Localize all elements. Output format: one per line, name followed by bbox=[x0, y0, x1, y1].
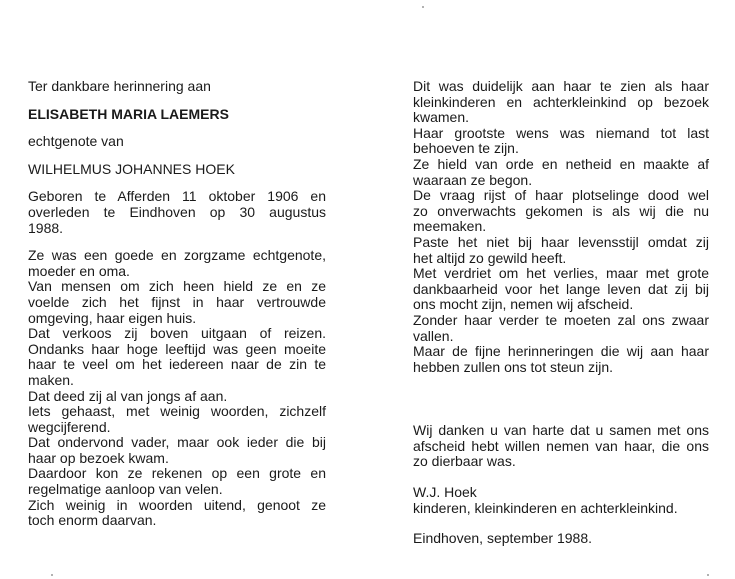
text-line: maken. bbox=[28, 371, 74, 388]
text-line: kwamen. bbox=[413, 109, 470, 126]
text-line: Ze was een goede en zorgzame echtgenote, bbox=[28, 247, 326, 264]
text-line: Ondanks haar hoge leeftijd was geen moeite bbox=[28, 340, 326, 357]
text-line: Wij danken u van harte dat u samen met ons bbox=[413, 422, 709, 439]
text-line: Maar de fijne herinneringen die wij aan haar bbox=[413, 343, 709, 360]
text-line: voelde zich het fijnst in haar vertrouwde bbox=[28, 293, 326, 310]
family-line: kinderen, kleinkinderen en achterkleinkind. bbox=[413, 499, 678, 516]
spouse-name: WILHELMUS JOHANNES HOEK bbox=[28, 160, 235, 177]
text-line: Dat deed zij al van jongs af aan. bbox=[28, 387, 228, 404]
signature-name: W.J. Hoek bbox=[413, 484, 477, 501]
text-line: Zonder haar verder te moeten zal ons zwaar bbox=[413, 311, 709, 328]
text-line: kleinkinderen en achterkleinkind op bezoek bbox=[413, 93, 709, 110]
text-line: het altijd zo gewild heeft. bbox=[413, 249, 567, 266]
tribute-paragraph bbox=[28, 248, 326, 529]
text-line: waaraan ze begon. bbox=[413, 171, 533, 188]
scan-speck bbox=[422, 6, 424, 8]
text-line: Zich weinig in woorden uitend, genoot ze bbox=[28, 496, 326, 513]
text-line: zo dierbaar was. bbox=[413, 453, 516, 470]
text-line: Dat verkoos zij boven uitgaan of reizen. bbox=[28, 325, 326, 342]
birth-death-paragraph bbox=[28, 189, 326, 236]
spouse-label: echtgenote van bbox=[28, 133, 124, 150]
deceased-name: ELISABETH MARIA LAEMERS bbox=[28, 105, 229, 122]
text-line: regelmatige aanloop van velen. bbox=[28, 481, 223, 498]
thanks-paragraph bbox=[413, 423, 709, 470]
text-line: Paste het niet bij haar levensstijl omdat zij bbox=[413, 233, 709, 250]
text-line: omgeving, haar eigen huis. bbox=[28, 309, 197, 326]
text-line: 1988. bbox=[28, 219, 64, 236]
text-line: zo onverwachts gekomen is als wij die nu bbox=[413, 202, 709, 219]
text-line: Ze hield van orde en netheid en maakte af bbox=[413, 155, 709, 172]
text-line: De vraag rijst of haar plotselinge dood wel bbox=[413, 187, 709, 204]
text-line: ons mocht zijn, nemen wij afscheid. bbox=[413, 296, 634, 313]
text-line: Geboren te Afferden 11 oktober 1906 en bbox=[28, 188, 326, 205]
text-line: Dit was duidelijk aan haar te zien als haar bbox=[413, 78, 709, 94]
text-line: afscheid hebt willen nemen van haar, die ons bbox=[413, 437, 709, 454]
place-date: Eindhoven, september 1988. bbox=[413, 530, 593, 547]
text-line: wegcijferend. bbox=[28, 418, 111, 435]
left-column bbox=[28, 79, 326, 529]
right-column bbox=[413, 79, 709, 547]
text-line: haar op bezoek kwam. bbox=[28, 449, 169, 466]
text-line: Haar grootste wens was niemand tot last bbox=[413, 124, 709, 141]
text-line: overleden te Eindhoven op 30 augustus bbox=[28, 203, 326, 220]
text-line: dankbaarheid voor het lange leven dat zij bij bbox=[413, 280, 709, 297]
reflection-paragraph bbox=[413, 79, 709, 375]
text-line: meemaken. bbox=[413, 218, 487, 235]
text-line: Met verdriet om het verlies, maar met grote bbox=[413, 265, 709, 282]
text-line: hebben zullen ons tot steun zijn. bbox=[413, 358, 614, 375]
text-line: toch enorm daarvan. bbox=[28, 512, 157, 529]
text-line: vallen. bbox=[413, 327, 454, 344]
text-line: Iets gehaast, met weinig woorden, zichzelf bbox=[28, 403, 326, 420]
scan-speck bbox=[51, 574, 53, 576]
text-line: Daardoor kon ze rekenen op een grote en bbox=[28, 465, 326, 482]
text-line: behoeven te zijn. bbox=[413, 140, 519, 157]
scan-speck bbox=[707, 574, 709, 576]
intro-text: Ter dankbare herinnering aan bbox=[28, 78, 211, 94]
text-line: Van mensen om zich heen hield ze en ze bbox=[28, 278, 326, 295]
text-line: haar te veel om het iedereen naar de zin te bbox=[28, 356, 326, 373]
text-line: Dat ondervond vader, maar ook ieder die bij bbox=[28, 434, 326, 451]
text-line: moeder en oma. bbox=[28, 262, 130, 279]
